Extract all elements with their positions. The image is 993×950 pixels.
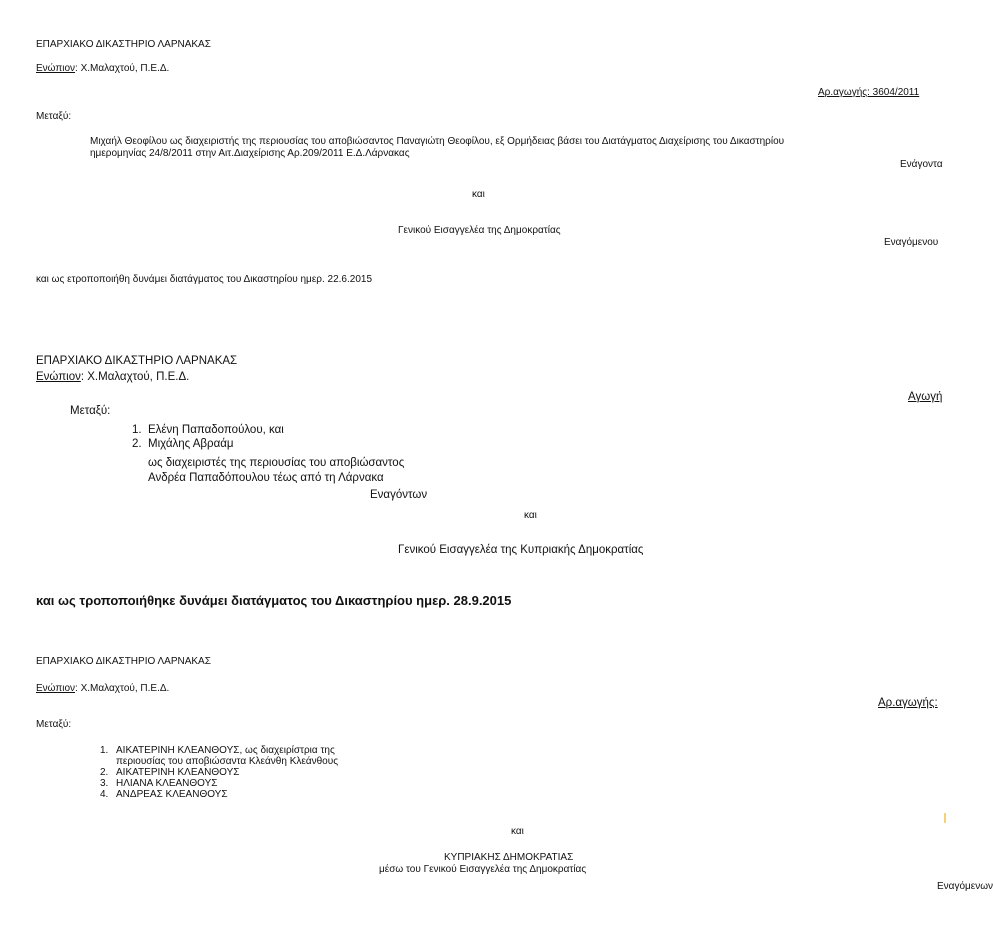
party-name: ΑΙΚΑΤΕΡΙΝΗ ΚΛΕΑΝΘΟΥΣ, ως διαχειρίστρια της xyxy=(116,745,335,756)
party-name: ΑΙΚΑΤΕΡΙΝΗ ΚΛΕΑΝΘΟΥΣ xyxy=(116,767,240,778)
plaintiff-line-2: ημερομηνίας 24/8/2011 στην Αιτ.Διαχείρισης Αρ.209/2011 Ε.Δ.Λάρνακας xyxy=(90,148,410,159)
between-label-2: Μεταξύ: xyxy=(70,405,111,417)
plaintiffs-role-2: Εναγόντων xyxy=(370,489,428,501)
list-number: 2. xyxy=(132,438,142,450)
list-item xyxy=(100,778,338,789)
highlight-mark xyxy=(944,813,946,823)
party-name: ΗΛΙΑΝΑ ΚΛΕΑΝΘΟΥΣ xyxy=(116,778,218,789)
and-1: και xyxy=(472,189,485,200)
and-2: και xyxy=(524,510,537,521)
defendant-role-1: Εναγόμενου xyxy=(884,237,939,248)
before-label-3: Ενώπιον xyxy=(36,683,76,694)
list-number: 3. xyxy=(100,778,109,789)
between-label-3: Μεταξύ: xyxy=(36,719,72,730)
judge-line-2 xyxy=(36,372,189,384)
list-number: 1. xyxy=(100,745,109,756)
party-description-1: ως διαχειριστές της περιουσίας του αποβιώσαντος xyxy=(148,457,405,469)
judge-line-1 xyxy=(36,64,169,74)
before-judge-1: : Χ.Μαλαχτού, Π.Ε.Δ. xyxy=(75,63,170,74)
list-item xyxy=(100,789,338,800)
list-item xyxy=(132,437,284,451)
defendant-role-3: Εναγόμενων xyxy=(937,881,993,892)
list-number: 2. xyxy=(100,767,109,778)
party-list-3 xyxy=(100,745,338,800)
list-item xyxy=(100,756,338,767)
court-name-1: ΕΠΑΡΧΙΑΚΟ ΔΙΚΑΣΤΗΡΙΟ ΛΑΡΝΑΚΑΣ xyxy=(36,39,211,50)
list-item xyxy=(100,745,338,756)
case-number-1: Αρ.αγωγής: 3604/2011 xyxy=(818,87,920,98)
amendment-1: και ως ετροποποιήθη δυνάμει διατάγματος του Δικαστηρίου ημερ. 22.6.2015 xyxy=(36,274,373,285)
party-description-2: Ανδρέα Παπαδόπουλου τέως από τη Λάρνακα xyxy=(148,472,384,484)
plaintiff-role-1: Ενάγοντα xyxy=(900,159,943,170)
party-name: ΑΝΔΡΕΑΣ ΚΛΕΑΝΘΟΥΣ xyxy=(116,789,228,800)
list-number: 4. xyxy=(100,789,109,800)
case-number-3: Αρ.αγωγής: xyxy=(878,697,938,709)
party-name: περιουσίας του αποβιώσαντα Κλεάνθη Κλεάνθους xyxy=(116,756,339,767)
list-item xyxy=(100,767,338,778)
before-judge-2: : Χ.Μαλαχτού, Π.Ε.Δ. xyxy=(80,371,190,383)
and-3: και xyxy=(511,826,524,837)
plaintiff-line-1: Μιχαήλ Θεοφίλου ως διαχειριστής της περιουσίας του αποβιώσαντος Παναγιώτη Θεοφίλου, εξ Ορμήδειας βάσει του Διατάγματος Διαχείρισης του Δικαστηρίου xyxy=(90,136,785,147)
defendant-2: Γενικού Εισαγγελέα της Κυπριακής Δημοκρατίας xyxy=(398,544,644,556)
party-name: Μιχάλης Αβραάμ xyxy=(148,438,234,450)
amendment-2: και ως τροποποιήθηκε δυνάμει διατάγματος του Δικαστηρίου ημερ. 28.9.2015 xyxy=(36,593,512,608)
case-number-2: Αγωγή xyxy=(908,391,943,403)
before-label-1: Ενώπιον xyxy=(36,63,76,74)
defendant-1: Γενικού Εισαγγελέα της Δημοκρατίας xyxy=(398,225,561,236)
before-judge-3: : Χ.Μαλαχτού, Π.Ε.Δ. xyxy=(75,683,170,694)
list-number: 1. xyxy=(132,424,142,436)
court-name-3: ΕΠΑΡΧΙΑΚΟ ΔΙΚΑΣΤΗΡΙΟ ΛΑΡΝΑΚΑΣ xyxy=(36,656,211,667)
between-label-1: Μεταξύ: xyxy=(36,111,72,122)
defendant-3-line-2: μέσω του Γενικού Εισαγγελέα της Δημοκρατίας xyxy=(379,864,587,875)
before-label-2: Ενώπιον xyxy=(36,371,81,383)
judge-line-3 xyxy=(36,684,169,694)
list-item xyxy=(132,423,284,437)
defendant-3-line-1: ΚΥΠΡΙΑΚΗΣ ΔΗΜΟΚΡΑΤΙΑΣ xyxy=(444,852,574,863)
party-list-2 xyxy=(132,423,284,451)
party-name: Ελένη Παπαδοπούλου, και xyxy=(148,424,284,436)
court-name-2: ΕΠΑΡΧΙΑΚΟ ΔΙΚΑΣΤΗΡΙΟ ΛΑΡΝΑΚΑΣ xyxy=(36,355,238,367)
